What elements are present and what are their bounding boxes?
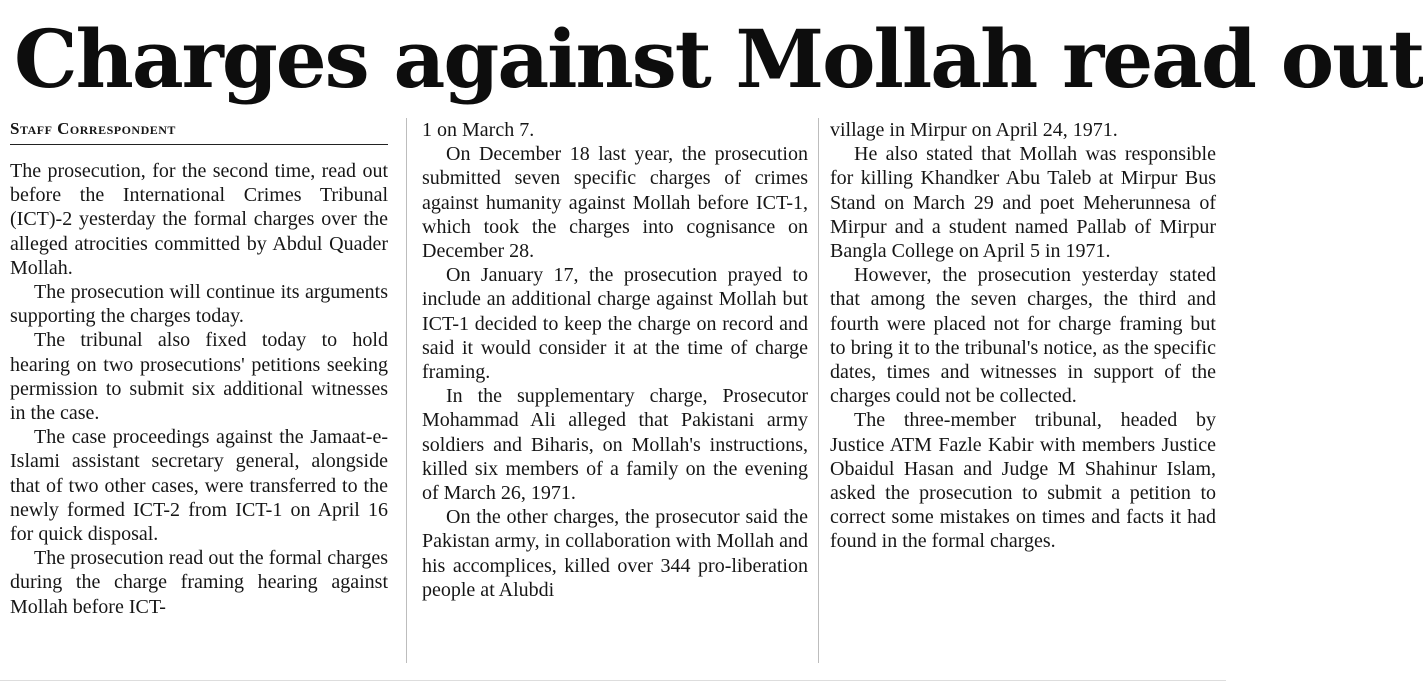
paragraph: On December 18 last year, the prosecution submitted seven specific charges of crimes against humanity against Mollah before ICT-1, which took the charges into cognisance on December 28. (422, 143, 808, 263)
article-column-2 (422, 118, 808, 678)
paragraph: The prosecution read out the formal charges during the charge framing hearing against Mollah before ICT- (10, 547, 388, 618)
article-column-3 (830, 118, 1216, 678)
article-body (10, 118, 1216, 678)
paragraph: On the other charges, the prosecutor said the Pakistan army, in collaboration with Mollah and his accomplices, killed over 344 pro-liberation people at Alubdi (422, 506, 808, 601)
bottom-border (0, 680, 1226, 681)
paragraph: The prosecution will continue its arguments supporting the charges today. (10, 281, 388, 328)
paragraph: The three-member tribunal, headed by Justice ATM Fazle Kabir with members Justice Obaidul Hasan and Judge M Shahinur Islam, asked the prosecution to submit a petition to correct some mistakes on times and facts it had found in the formal charges. (830, 409, 1216, 553)
paragraph: The tribunal also fixed today to hold hearing on two prosecutions' petitions seeking permission to submit six additional witnesses in the case. (10, 329, 388, 425)
paragraph: The case proceedings against the Jamaat-e-Islami assistant secretary general, alongside that of two other cases, were transferred to the newly formed ICT-2 from ICT-1 on April 16 for quick disposal. (10, 426, 388, 546)
column-divider (818, 118, 819, 663)
byline: Staff Correspondent (10, 118, 388, 145)
paragraph: He also stated that Mollah was responsible for killing Khandker Abu Taleb at Mirpur Bus Stand on March 29 and poet Meherunnesa of Mirpur and a student named Pallab of Mirpur Bangla College on April 5 in 1971. (830, 143, 1216, 263)
paragraph: In the supplementary charge, Prosecutor Mohammad Ali alleged that Pakistani army soldiers and Biharis, on Mollah's instructions, killed six members of a family on the evening of March 26, 1971. (422, 385, 808, 505)
headline: Charges against Mollah read out (14, 12, 1423, 106)
article-column-1 (10, 118, 388, 678)
paragraph: However, the prosecution yesterday stated that among the seven charges, the third and fourth were placed not for charge framing but to bring it to the tribunal's notice, as the specific dates, times and witnesses in support of the charges could not be collected. (830, 264, 1216, 408)
paragraph-continuation: village in Mirpur on April 24, 1971. (830, 119, 1118, 141)
column-divider (406, 118, 407, 663)
paragraph: The prosecution, for the second time, read out before the International Crimes Tribunal (ICT)-2 yesterday the formal charges over the alleged atrocities committed by Abdul Quader Mollah. (10, 160, 388, 279)
paragraph: On January 17, the prosecution prayed to include an additional charge against Mollah but ICT-1 decided to keep the charge on record and said it would consider it at the time of charge framing. (422, 264, 808, 384)
paragraph-continuation: 1 on March 7. (422, 119, 535, 141)
